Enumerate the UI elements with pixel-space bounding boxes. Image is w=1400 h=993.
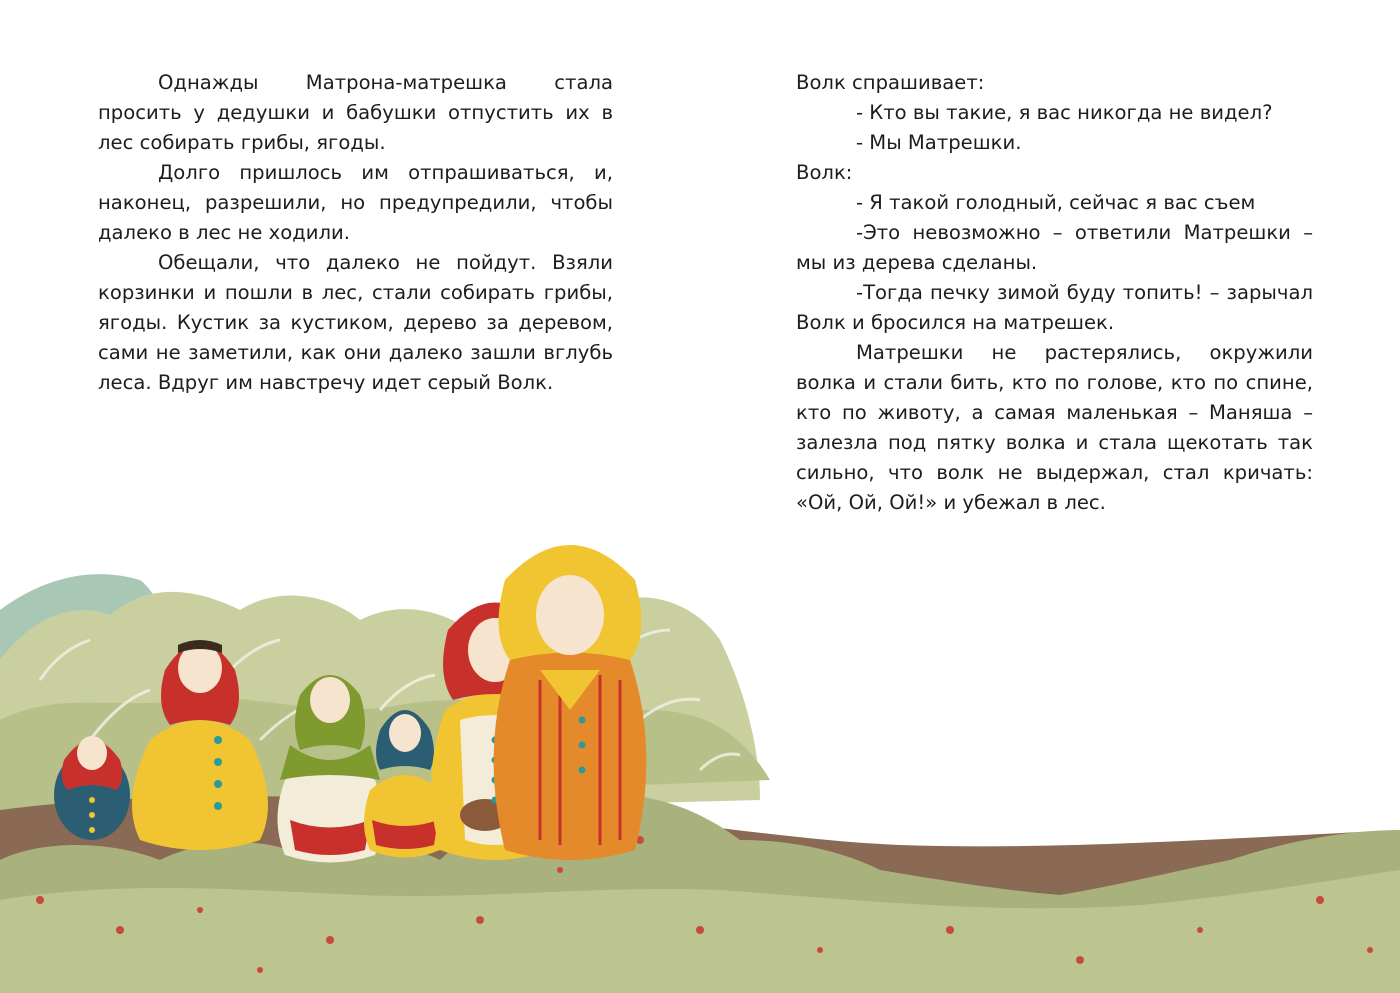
- dialog-line: -Тогда печку зимой буду топить! – зарычал Волк и бросился на матрешек.: [796, 281, 1313, 334]
- paragraph: Однажды Матрона-матрешка стала просить у дедушки и бабушки отпустить их в лес собирать грибы, ягоды.: [98, 71, 613, 154]
- left-text-block: [98, 68, 613, 398]
- dialog-line: Волк спрашивает:: [796, 71, 985, 94]
- dialog-line: -Это невозможно – ответили Матрешки – мы из дерева сделаны.: [796, 221, 1313, 274]
- right-text-block: [796, 68, 1313, 518]
- paragraph: Долго пришлось им отпрашиваться, и, наконец, разрешили, но предупредили, чтобы далеко в лес не ходили.: [98, 161, 613, 244]
- paragraph: Обещали, что далеко не пойдут. Взяли корзинки и пошли в лес, стали собирать грибы, ягоды. Кустик за кустиком, дерево за деревом, сами не заметили, как они далеко зашли вглубь леса. Вдруг им навстречу идет серый Волк.: [98, 251, 613, 394]
- dialog-line: Волк:: [796, 161, 853, 184]
- dialog-line: - Я такой голодный, сейчас я вас съем: [856, 191, 1256, 214]
- matryoshka-doll: [494, 545, 647, 860]
- paragraph: Матрешки не растерялись, окружили волка и стали бить, кто по голове, кто по спине, кто по животу, а самая маленькая – Маняша – залезла под пятку волка и стала щекотать так сильно, что волк не выдержал, стал кричать: «Ой, Ой, Ой!» и убежал в лес.: [796, 341, 1313, 514]
- matryoshka-illustration: [0, 540, 1400, 993]
- dialog-line: - Мы Матрешки.: [856, 131, 1022, 154]
- dialog-line: - Кто вы такие, я вас никогда не видел?: [856, 101, 1273, 124]
